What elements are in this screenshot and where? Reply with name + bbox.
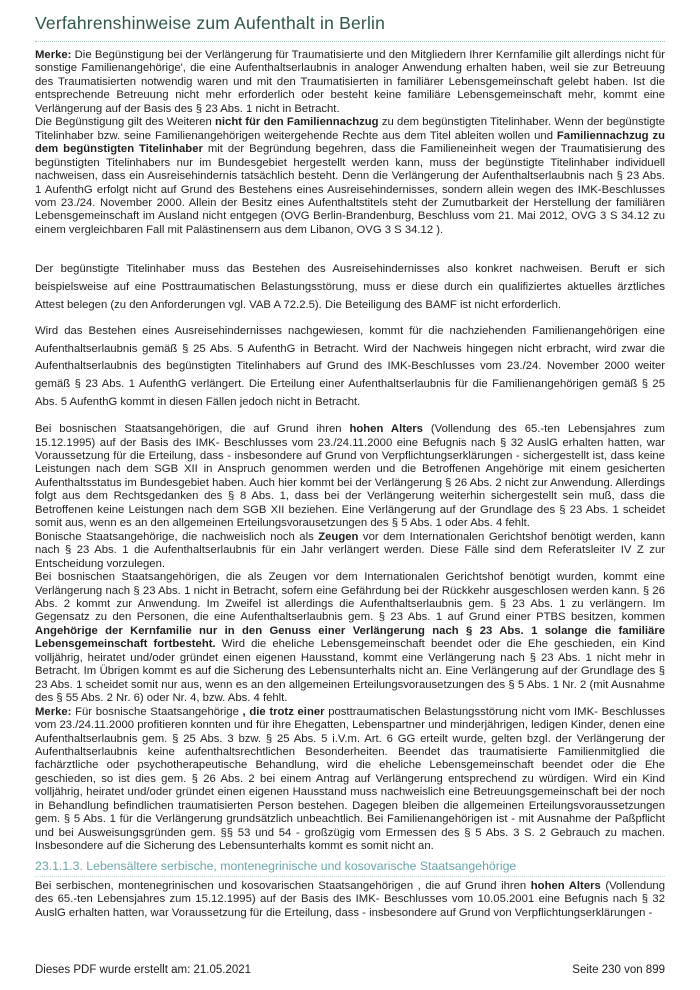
paragraph-block-bosnische-staatsangehoerige [35, 423, 665, 854]
footer-page-number: Seite 230 von 899 [572, 964, 665, 976]
paragraph-block-merke-traumatisierte [35, 49, 665, 237]
paragraph-bosnische-hohes-alter: Bei bosnischen Staatsangehörigen, die auf Grund ihren hohen Alters (Vollendung des 65.-ten Lebensjahres zum 15.12.1995) auf der Basis des IMK- Beschlusses vom 23./24.11.2000 eine Befugnis nach § 32 AuslG erhalten hatten, war Voraussetzung für die Erteilung, dass - insbesondere auf Grund von Verpflichtungserklärungen - sichergestellt ist, dass keine Leistungen nach dem SGB XII in Anspruch genommen werden und die Betroffenen Angehörige mit einem gesicherten Aufenthaltsstatus im Bundesgebiet haben. Auch hier kommt bei der Verlängerung § 26 Abs. 2 nicht zur Anwendung. Allerdings folgt aus dem Rechtsgedanken des § 8 Abs. 1, dass bei der Verlängerung weiterhin sichergestellt sein muß, dass die Betroffenen keine Leistungen nach dem SGB XII beziehen. Eine Verlängerung auf der Grundlage des § 23 Abs. 1 scheidet somit aus, wenn es an den allgemeinen Erteilungsvorausetzungen des § 5 Abs. 1 oder Abs. 4 fehlt. [35, 423, 665, 530]
paragraph-bosnische-zeugen: Bonische Staatsangehörige, die nachweislich noch als Zeugen vor dem Internationalen Gerichtshof benötigt werden, kann nach § 23 Abs. 1 die Aufenthaltserlaubnis für ein Jahr verlängert werden. Diese Fälle sind dem Referatsleiter IV Z zur Entscheidung vorzulegen. [35, 530, 665, 570]
section-heading-23-1-1-3: 23.1.1.3. Lebensältere serbische, montenegrinische und kosovarische Staatsangehörige [35, 859, 665, 877]
page-title: Verfahrenshinweise zum Aufenthalt in Berlin [35, 13, 665, 42]
footer-created-date: Dieses PDF wurde erstellt am: 21.05.2021 [35, 964, 252, 976]
page-footer [35, 964, 665, 976]
paragraph-zeugen-verlaengerung: Bei bosnischen Staatsangehörigen, die als Zeugen vor dem Internationalen Gerichtshof benötigt wurden, kommt eine Verlängerung nach § 23 Abs. 1 nicht in Betracht, sofern eine Gefährdung bei der Rückkehr ausgeschlosen werden kann. § 26 Abs. 2 kommt zur Anwendung. Im Zweifel ist allerdings die Aufenthaltserlaubnis gem. § 23 Abs. 1 zu verlängern. Im Gegensatz zu den Personen, die eine Aufenthaltserlaubnis gem. § 23 Abs. 1 auf Grund einer PTBS besitzen, kommen Angehörige der Kernfamilie nur in den Genuss einer Verlängerung nach § 23 Abs. 1 solange die familiäre Lebensgemeinschaft fortbesteht. Wird die eheliche Lebensgemeinschaft beendet oder die Ehe geschieden, ein Kind volljährig, heiratet und/oder gründet einen eigenen Hausstand, kommt eine Verlängerung nach § 23 Abs. 1 nicht mehr in Betracht. Im Übrigen kommt es auf die Sicherung des Lebensunterhalts nicht an. Eine Verlängerung auf der Grundlage des § 23 Abs. 1 scheidet somit nur aus, wenn es an den allgemeinen Erteilungsvorausetzungen des § 5 Abs. 1 Nr. 2 (mit Ausnahme des § 55 Abs. 2 Nr. 6) oder Nr. 4, bzw. Abs. 4 fehlt. [35, 571, 665, 705]
paragraph-serbische-hohes-alter: Bei serbischen, montenegrinischen und kosovarischen Staatsangehörigen , die auf Grund ihren hohen Alters (Vollendung des 65.-ten Lebensjahres zum 15.12.1995) auf der Basis des IMK- Beschlusses vom 10.05.2001 eine Befugnis nach § 32 AuslG erhalten hatten, war Voraussetzung für die Erteilung, dass - insbesondere auf Grund von Verpflichtungserklärungen - [35, 879, 666, 919]
paragraph-block-nachziehende-familienangehoerige [35, 323, 665, 411]
paragraph-block-ausreisehindernis [35, 261, 665, 314]
paragraph-block-serbische-staatsangehoerige [35, 880, 665, 920]
paragraph-merke-verlaengerung: Merke: Die Begünstigung bei der Verlängerung für Traumatisierte und den Mitgliedern Ihrer Kernfamilie gilt allerdings nicht für sonstige Familienangehörige', die eine Aufenthaltserlaubnis in analoger Anwendung erhalten haben, weil sie zur Betreuung des Traumatisierten notwendig waren und mit den Traumatisierten in familiärer Lebensgemeinschaft gelebt haben. Ist die entsprechende Betreuung nicht mehr erforderlich oder besteht keine familiäre Lebensgemeinschaft mehr, kommt eine Verlängerung auf der Basis des § 23 Abs. 1 nicht in Betracht. [35, 49, 665, 115]
paragraph-nachziehende-familienangehoerige: Wird das Bestehen eines Ausreisehindernisses nachgewiesen, kommt für die nachziehenden Familienangehörigen eine Aufenthaltserlaubnis gemäß § 25 Abs. 5 AufenthG in Betracht. Wird der Nachweis hingegen nicht erbracht, wird zwar die Aufenthaltserlaubnis des begünstigten Titelinhabers auf Grund des IMK-Beschlusses vom 23./24. November 2000 weiter gemäß § 23 Abs. 1 AufenthG verlängert. Die Erteilung einer Aufenthaltserlaubnis für die Familienangehörigen gemäß § 25 Abs. 5 AufenthG kommt in diesen Fällen jedoch nicht in Betracht. [35, 325, 665, 408]
paragraph-ausreisehindernis-nachweis: Der begünstigte Titelinhaber muss das Bestehen des Ausreisehindernisses also konkret nachweisen. Beruft er sich beispielsweise auf eine Posttraumatischen Belastungsstörung, muss er diese durch ein qualifiziertes aktuelles ärztliches Attest belegen (zu den Anforderungen vgl. VAB A 72.2.5). Die Beteiligung des BAMF ist nicht erforderlich. [35, 263, 665, 311]
paragraph-merke-bosnische: Merke: Für bosnische Staatsangehörige , die trotz einer posttraumatischen Belastungsstörung nicht vom IMK- Beschlusses vom 23./24.11.2000 profitieren konnten und für ihre Ehegatten, Lebenspartner und minderjährigen, ledigen Kinder, denen eine Aufenthaltserlaubnis gem. § 25 Abs. 3 bzw. § 25 Abs. 5 i.V.m. Art. 6 GG erteilt wurde, gelten bzgl. der Verlängerung der Aufenthaltserlaubnis keine aufenthaltsrechtlichen Besonderheiten. Beendet das traumatisierte Familienmitglied die fachärztliche oder psychotherapeutische Behandlung, wird die eheliche Lebensgemeinschaft beendet oder die Ehe geschieden, so ist dies gem. § 26 Abs. 2 bei einem Antrag auf Verlängerung entsprechend zu würdigen. Wird ein Kind volljährig, heiratet und/oder gründet einen eigenen Hausstand muss nachweislich eine Betreuungsgemeinschaft bei der noch in Behandlung befindlichen traumatisierten Person bestehen. Dagegen bleiben die allgemeinen Erteilungsvoraussetzungen gem. § 5 Abs. 1 für die Verlängerung grundsätzlich unbeachtlich. Bei Familienangehörigen ist - mit Ausnahme der Paßpflicht und bei Ausweisungsgründen gem. §§ 53 und 54 - großzügig vom Ermessen des § 5 Abs. 3 S. 2 Gebrauch zu machen. Insbesondere auf die Sicherung des Lebensunterhalts kommt es somit nicht an. [35, 705, 665, 853]
paragraph-familiennachzug: Die Begünstigung gilt des Weiteren nicht für den Familiennachzug zu dem begünstigten Titelinhaber. Wenn der begünstigte Titelinhaber bzw. seine Familienangehörigen weitergehende Rechte aus dem Titel ableiten wollen und Familiennachzug zu dem begünstigten Titelinhaber mit der Begründung begehren, dass die Familieneinheit wegen der Traumatisierung des begünstigten Titelinhabers nur im Bundesgebiet hergestellt werden kann, muss der begünstigte Titelinhaber individuell nachweisen, dass ein Ausreisehindernis tatsächlich besteht. Denn die Verlängerung der Aufenthaltserlaubnis nach § 23 Abs. 1 AufenthG erfolgt nicht auf Grund des Bestehens eines Ausreisehindernisses, sondern allein wegen des IMK-Beschlusses vom 23./24. November 2000. Allein der Besitz eines Aufenthaltstitels steht der Zumutbarkeit der Herstellung der familiären Lebensgemeinschaft im Ausland nicht entgegen (OVG Berlin-Brandenburg, Beschluss vom 21. Mai 2012, OVG 3 S 34.12 zu einem vergleichbaren Fall mit Palästinensern aus dem Libanon, OVG 3 S 34.12 ). [35, 116, 665, 236]
